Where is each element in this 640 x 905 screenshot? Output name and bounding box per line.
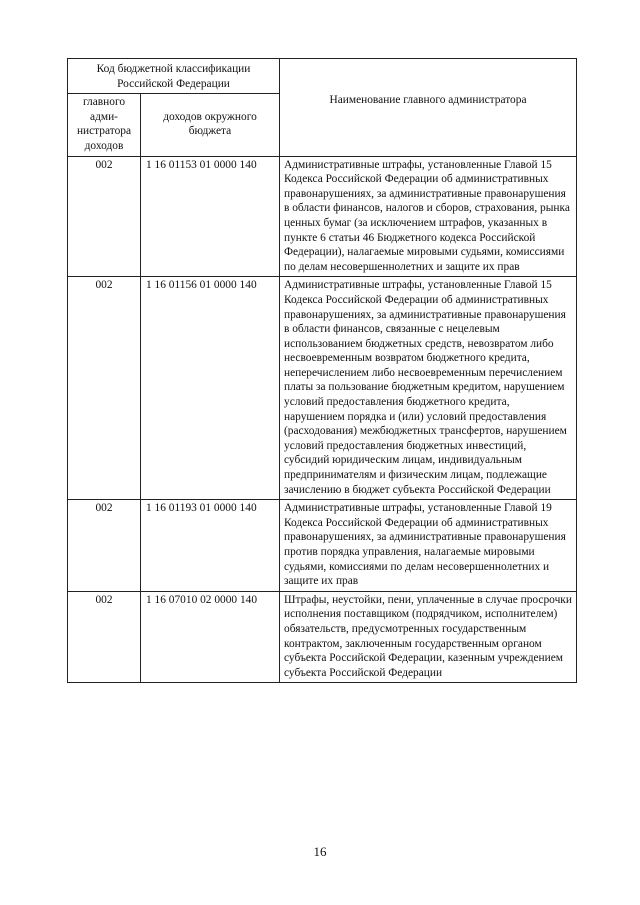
administrator-name-cell: Штрафы, неустойки, пени, уплаченные в случае просрочки исполнения поставщиком (подрядчиком, исполнителем) обязательств, предусмотренных государственным контрактом, заключенным государственным органом субъекта Российской Федерации, казенным учреждением субъекта Российской Федерации xyxy=(280,591,577,683)
administrator-name-cell: Административные штрафы, установленные Главой 15 Кодекса Российской Федерации об административных правонарушениях, за административные правонарушения в области финансов, связанные с нецелевым использованием бюджетных средств, невозвратом либо несвоевременным возвратом бюджетного кредита, неперечислением либо несвоевременным перечислением платы за пользование бюджетным кредитом, нарушением условий предоставления бюджетного кредита, нарушением порядка и (или) условий предоставления (расходования) межбюджетных трансфертов, нарушением условий предоставления бюджетных инвестиций, субсидий юридическим лицам, индивидуальным предпринимателям и физическим лицам, подлежащие зачислению в бюджет субъекта Российской Федерации xyxy=(280,277,577,500)
header-main-administrator: главного адми- нистратора доходов xyxy=(68,94,141,156)
admin-code-cell: 002 xyxy=(68,156,141,277)
table-row xyxy=(68,156,577,277)
header-budget-classification-code: Код бюджетной классификации Российской Федерации xyxy=(68,59,280,94)
table-header-row xyxy=(68,59,577,94)
revenue-code-cell: 1 16 01156 01 0000 140 xyxy=(141,277,280,500)
admin-code-cell: 002 xyxy=(68,277,141,500)
table-row xyxy=(68,500,577,592)
revenue-code-cell: 1 16 07010 02 0000 140 xyxy=(141,591,280,683)
administrator-name-cell: Административные штрафы, установленные Главой 15 Кодекса Российской Федерации об административных правонарушениях, за административные правонарушения в области финансов, налогов и сборов, страхования, рынка ценных бумаг (за исключением штрафов, указанных в пункте 6 статьи 46 Бюджетного кодекса Российской Федерации), налагаемые мировыми судьями, комиссиями по делам несовершеннолетних и защите их прав xyxy=(280,156,577,277)
admin-code-cell: 002 xyxy=(68,500,141,592)
revenue-code-cell: 1 16 01153 01 0000 140 xyxy=(141,156,280,277)
administrator-name-cell: Административные штрафы, установленные Главой 19 Кодекса Российской Федерации об административных правонарушениях, за административные правонарушения против порядка управления, налагаемые мировыми судьями, комиссиями по делам несовершеннолетних и защите их прав xyxy=(280,500,577,592)
table-row xyxy=(68,277,577,500)
page-number: 16 xyxy=(313,844,327,859)
header-administrator-name: Наименование главного администратора xyxy=(280,59,577,157)
header-district-budget-revenue: доходов окружного бюджета xyxy=(141,94,280,156)
revenue-code-cell: 1 16 01193 01 0000 140 xyxy=(141,500,280,592)
admin-code-cell: 002 xyxy=(68,591,141,683)
budget-classification-table xyxy=(67,58,577,683)
table-row xyxy=(68,591,577,683)
